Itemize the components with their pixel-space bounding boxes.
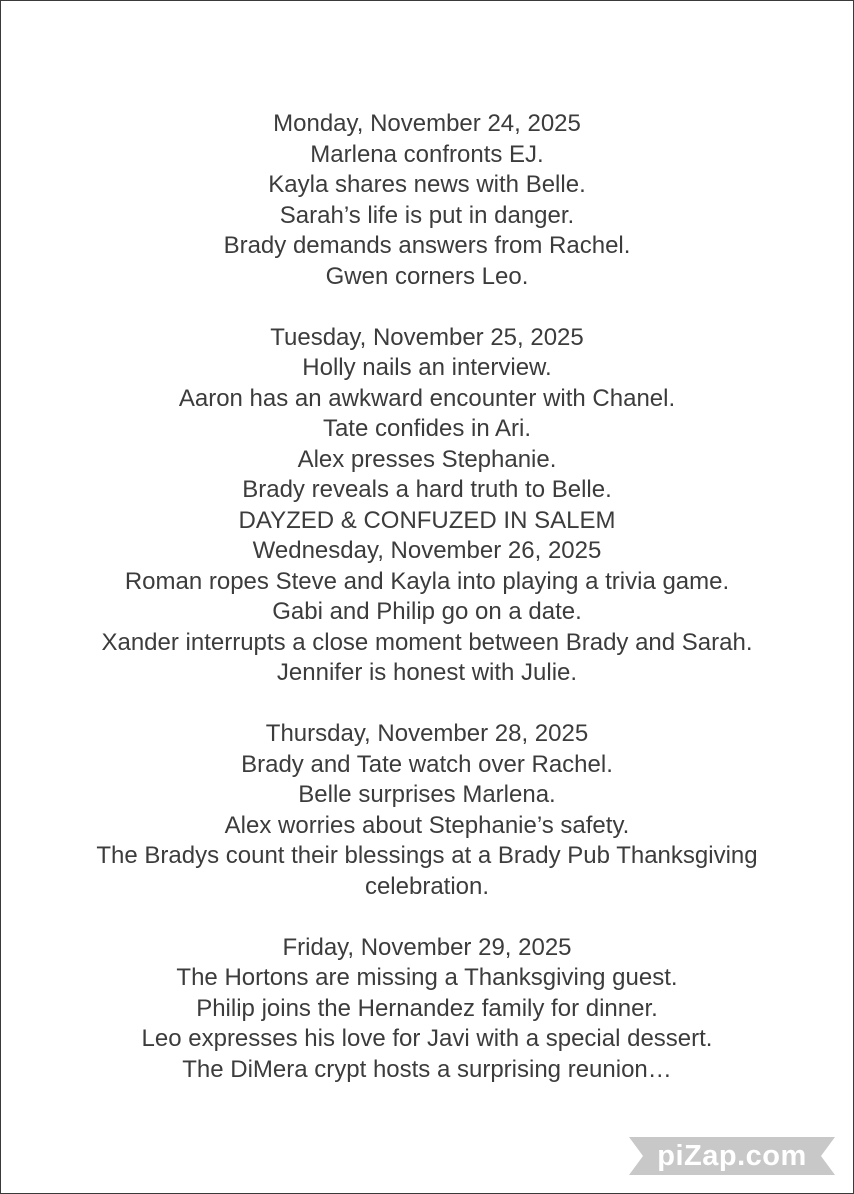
- day-date: Wednesday, November 26, 2025: [252, 537, 602, 564]
- episode-line: Holly nails an interview.: [302, 354, 552, 381]
- episode-line: Marlena confronts EJ.: [310, 140, 544, 168]
- episode-line: Sarah’s life is put in danger.: [279, 201, 575, 229]
- episode-line: The DiMera crypt hosts a surprising reunion…: [182, 1055, 672, 1083]
- section-spacer: [1, 689, 853, 720]
- pizap-watermark: [629, 1137, 835, 1175]
- section-spacer: [1, 292, 853, 323]
- watermark-text: piZap.com: [657, 1140, 807, 1172]
- episode-line: Xander interrupts a close moment between Brady and Sarah.: [101, 628, 753, 656]
- episode-line: Brady demands answers from Rachel.: [223, 232, 631, 259]
- episode-line: Tate confides in Ari.: [322, 415, 532, 442]
- episode-line: Philip joins the Hernandez family for dinner.: [196, 994, 658, 1022]
- day-date: Tuesday, November 25, 2025: [270, 323, 584, 351]
- episode-line: Gabi and Philip go on a date.: [272, 598, 582, 625]
- section-spacer: [1, 902, 853, 933]
- day-date: Monday, November 24, 2025: [273, 110, 581, 137]
- episode-line: Alex worries about Stephanie’s safety.: [224, 811, 630, 839]
- episode-line: Brady and Tate watch over Rachel.: [241, 750, 613, 778]
- episode-line: Belle surprises Marlena.: [298, 781, 556, 808]
- episode-line: Brady reveals a hard truth to Belle.: [242, 476, 612, 503]
- episode-line: Leo expresses his love for Javi with a special dessert.: [141, 1025, 713, 1052]
- episode-line: Jennifer is honest with Julie.: [276, 659, 578, 686]
- episode-line: Roman ropes Steve and Kayla into playing a trivia game.: [124, 567, 730, 595]
- day-date: Thursday, November 28, 2025: [265, 720, 589, 747]
- day-section-wednesday: [1, 536, 853, 689]
- section-heading: DAYZED & CONFUZED IN SALEM: [238, 506, 616, 534]
- day-section-monday: [1, 109, 853, 292]
- episode-line: Alex presses Stephanie.: [297, 445, 557, 473]
- episode-line: The Bradys count their blessings at a Brady Pub Thanksgiving celebration.: [96, 842, 758, 900]
- episode-line: Gwen corners Leo.: [325, 262, 529, 290]
- episode-line: Kayla shares news with Belle.: [268, 171, 586, 198]
- day-date: Friday, November 29, 2025: [282, 933, 572, 961]
- schedule-content: [1, 109, 853, 1085]
- episode-line: The Hortons are missing a Thanksgiving guest.: [176, 964, 678, 991]
- day-section-tuesday: [1, 323, 853, 537]
- day-section-thursday: [1, 719, 853, 902]
- day-section-friday: [1, 933, 853, 1086]
- episode-line: Aaron has an awkward encounter with Chanel.: [178, 384, 676, 412]
